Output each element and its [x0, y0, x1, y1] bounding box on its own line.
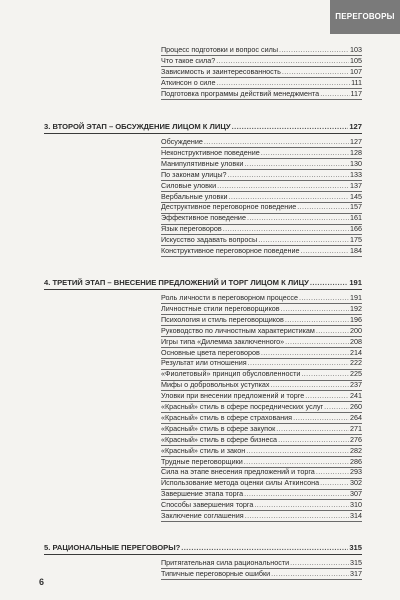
leader-dots	[320, 478, 349, 488]
leader-dots	[316, 326, 349, 336]
entry-title: Конструктивное переговорное поведение	[161, 246, 300, 255]
entry-page: 214	[350, 347, 362, 357]
toc-entry[interactable]	[161, 170, 362, 180]
toc-entry[interactable]	[161, 478, 362, 488]
entry-page: 130	[350, 158, 362, 168]
entry-title: Деструктивное переговорное поведение	[161, 202, 297, 212]
toc-entry[interactable]	[161, 45, 362, 55]
entry-rule	[161, 256, 362, 257]
chapter-title: 5. РАЦИОНАЛЬНЫЕ ПЕРЕГОВОРЫ?	[44, 543, 181, 552]
chapter-heading[interactable]	[44, 121, 362, 133]
leader-dots	[297, 202, 349, 212]
entry-title: «Красный» стиль в сфере закупок	[161, 423, 276, 433]
leader-dots	[229, 192, 350, 202]
entry-page: 208	[350, 336, 362, 346]
entry-rule	[161, 99, 362, 100]
entry-title: Обсуждение	[161, 137, 203, 146]
leader-dots	[254, 500, 349, 510]
chapter-rule	[44, 133, 362, 134]
entry-title: Уловки при внесении предложений и торге	[161, 391, 305, 401]
toc-entry[interactable]	[161, 56, 362, 66]
leader-dots	[282, 67, 349, 77]
entry-title: Заключение соглашения	[161, 511, 244, 520]
entry-title: Подготовка программы действий менеджмента	[161, 88, 320, 98]
entry-title: Завершение этапа торга	[161, 489, 244, 499]
leader-dots	[320, 89, 349, 99]
entry-page: 222	[350, 358, 362, 368]
toc-entry[interactable]	[161, 213, 362, 223]
toc-entry[interactable]	[161, 293, 362, 303]
entry-page: 237	[350, 380, 362, 390]
toc-entry[interactable]	[161, 558, 362, 568]
toc-entry[interactable]	[161, 224, 362, 234]
leader-dots	[285, 337, 349, 347]
entry-title: Вербальные уловки	[161, 191, 228, 201]
toc-entry[interactable]	[161, 337, 362, 347]
leader-dots	[244, 457, 349, 467]
leader-dots	[244, 159, 349, 169]
entry-title: Эффективное поведение	[161, 213, 246, 223]
chapter-rule	[44, 554, 362, 555]
toc-entry[interactable]	[161, 380, 362, 390]
page-number: 6	[39, 577, 45, 587]
leader-dots	[305, 391, 349, 401]
leader-dots	[204, 137, 349, 147]
leader-dots	[324, 402, 349, 412]
entry-title: «Красный» стиль в сфере страхования	[161, 412, 293, 422]
entry-page: 314	[350, 511, 362, 520]
entry-page: 111	[351, 77, 362, 87]
toc-entry[interactable]	[161, 391, 362, 401]
entry-title: «Красный» стиль и закон	[161, 445, 246, 455]
leader-dots	[279, 45, 349, 55]
entry-page: 307	[350, 489, 362, 499]
toc-entry[interactable]	[161, 435, 362, 445]
entry-page: 260	[350, 402, 362, 411]
entry-title: Трудные переговорщики	[161, 456, 243, 466]
entry-page: 161	[350, 213, 362, 223]
entry-title: Способы завершения торга	[161, 500, 254, 510]
entry-page: 196	[350, 314, 362, 324]
entry-title: По законам улицы?	[161, 169, 227, 179]
entry-page: 157	[350, 202, 362, 212]
chapter-heading[interactable]	[44, 277, 362, 289]
entry-page: 302	[350, 478, 362, 488]
entry-title: Личностные стили переговорщиков	[161, 303, 280, 313]
entry-title: Психология и стиль переговорщиков	[161, 314, 284, 324]
leader-dots	[301, 246, 349, 256]
leader-dots	[299, 293, 349, 303]
toc-entry[interactable]	[161, 246, 362, 256]
toc-entry[interactable]	[161, 369, 362, 379]
entry-title: Результат или отношения	[161, 358, 247, 368]
entry-title: Искусство задавать вопросы	[161, 235, 258, 245]
entry-page: 276	[350, 434, 362, 444]
entry-page: 191	[350, 293, 362, 302]
entry-page: 107	[350, 66, 362, 76]
entry-title: Сила на этапе внесения предложений и торга	[161, 467, 315, 477]
leader-dots	[216, 56, 349, 66]
chapter-title: 3. ВТОРОЙ ЭТАП – ОБСУЖДЕНИЕ ЛИЦОМ К ЛИЦУ	[44, 122, 231, 131]
entry-page: 293	[350, 467, 362, 477]
entry-page: 264	[350, 412, 362, 422]
entry-title: Зависимость и заинтересованность	[161, 66, 281, 76]
leader-dots	[246, 446, 349, 456]
leader-dots	[316, 467, 349, 477]
toc-entry[interactable]	[161, 78, 362, 88]
entry-page: 282	[350, 445, 362, 455]
entry-title: Притягательная сила рациональности	[161, 558, 290, 567]
toc-entry[interactable]	[161, 457, 362, 467]
chapter-page: 191	[349, 278, 362, 287]
entry-rule	[161, 521, 362, 522]
entry-page: 166	[350, 224, 362, 234]
entry-title: «Красный» стиль в сфере посреднических услуг	[161, 402, 324, 411]
leader-dots	[217, 78, 351, 88]
leader-dots	[271, 569, 349, 579]
entry-page: 117	[350, 88, 362, 98]
entry-title: Использование метода оценки силы Аткинсона	[161, 478, 320, 488]
chapter-page: 315	[349, 543, 362, 552]
leader-dots	[244, 489, 349, 499]
leader-dots	[270, 380, 349, 390]
entry-title: Мифы о добровольных уступках	[161, 380, 270, 390]
entry-page: 241	[350, 391, 362, 401]
toc-entry[interactable]	[161, 500, 362, 510]
entry-title: Роль личности в переговорном процессе	[161, 293, 298, 302]
chapter-rule	[44, 289, 362, 290]
toc-entry[interactable]	[161, 413, 362, 423]
toc-entry[interactable]	[161, 446, 362, 456]
entry-title: Игры типа «Дилемма заключенного»	[161, 336, 285, 346]
entry-page: 310	[350, 500, 362, 510]
entry-page: 133	[350, 169, 362, 179]
leader-dots	[281, 304, 349, 314]
toc-entry[interactable]	[161, 89, 362, 99]
entry-title: Язык переговоров	[161, 224, 222, 234]
toc-entry[interactable]	[161, 326, 362, 336]
toc-entry[interactable]	[161, 159, 362, 169]
toc-entry[interactable]	[161, 137, 362, 147]
leader-dots	[258, 235, 349, 245]
toc-entry[interactable]	[161, 358, 362, 368]
chapter-page: 127	[349, 122, 362, 131]
toc-entry[interactable]	[161, 402, 362, 412]
toc-entry[interactable]	[161, 181, 362, 191]
toc-entry[interactable]	[161, 148, 362, 158]
entry-title: Руководство по личностным характеристикам	[161, 325, 315, 335]
entry-title: Аткинсон о силе	[161, 77, 216, 87]
toc-entry[interactable]	[161, 569, 362, 579]
leader-dots	[293, 413, 349, 423]
leader-dots	[247, 213, 349, 223]
running-header: ПЕРЕГОВОРЫ	[330, 0, 400, 34]
entry-page: 103	[350, 45, 362, 54]
leader-dots	[276, 424, 349, 434]
entry-title: «Фиолетовый» принцип обусловленности	[161, 369, 301, 379]
leader-dots	[290, 558, 349, 568]
leader-dots	[310, 277, 348, 289]
leader-dots	[261, 348, 349, 358]
entry-page: 184	[350, 246, 362, 255]
entry-rule	[161, 579, 362, 580]
entry-page: 137	[350, 180, 362, 190]
entry-page: 127	[350, 137, 362, 146]
entry-page: 145	[350, 191, 362, 201]
entry-page: 286	[350, 456, 362, 466]
toc-entry[interactable]	[161, 235, 362, 245]
leader-dots	[217, 181, 349, 191]
toc-entry[interactable]	[161, 304, 362, 314]
entry-page: 105	[350, 55, 362, 65]
leader-dots	[278, 435, 349, 445]
entry-title: Что такое сила?	[161, 55, 216, 65]
entry-title: Манипулятивные уловки	[161, 158, 244, 168]
entry-page: 271	[350, 423, 362, 433]
entry-page: 225	[350, 369, 362, 379]
entry-title: Неконструктивное поведение	[161, 147, 260, 157]
entry-title: Основные цвета переговоров	[161, 347, 260, 357]
leader-dots	[232, 121, 349, 133]
entry-page: 175	[350, 235, 362, 245]
toc-entry[interactable]	[161, 348, 362, 358]
chapter-title: 4. ТРЕТИЙ ЭТАП – ВНЕСЕНИЕ ПРЕДЛОЖЕНИЙ И ТОРГ ЛИЦОМ К ЛИЦУ	[44, 278, 309, 287]
leader-dots	[285, 315, 349, 325]
entry-title: «Красный» стиль в сфере бизнеса	[161, 434, 278, 444]
entry-page: 317	[350, 568, 362, 578]
entry-title: Процесс подготовки и вопрос силы	[161, 45, 278, 54]
entry-page: 200	[350, 325, 362, 335]
toc-entry[interactable]	[161, 424, 362, 434]
leader-dots	[245, 511, 349, 521]
chapter-heading[interactable]	[44, 542, 362, 554]
toc-entry[interactable]	[161, 511, 362, 521]
leader-dots	[181, 542, 348, 554]
entry-page: 128	[350, 147, 362, 157]
leader-dots	[261, 148, 349, 158]
toc-entry[interactable]	[161, 467, 362, 477]
leader-dots	[228, 170, 349, 180]
toc-entry[interactable]	[161, 202, 362, 212]
entry-title: Типичные переговорные ошибки	[161, 568, 271, 578]
entry-title: Силовые уловки	[161, 180, 217, 190]
toc-entry[interactable]	[161, 489, 362, 499]
leader-dots	[223, 224, 349, 234]
toc-entry[interactable]	[161, 67, 362, 77]
entry-page: 315	[350, 558, 362, 567]
entry-page: 192	[350, 303, 362, 313]
toc-entry[interactable]	[161, 192, 362, 202]
toc-entry[interactable]	[161, 315, 362, 325]
leader-dots	[248, 358, 349, 368]
leader-dots	[301, 369, 349, 379]
